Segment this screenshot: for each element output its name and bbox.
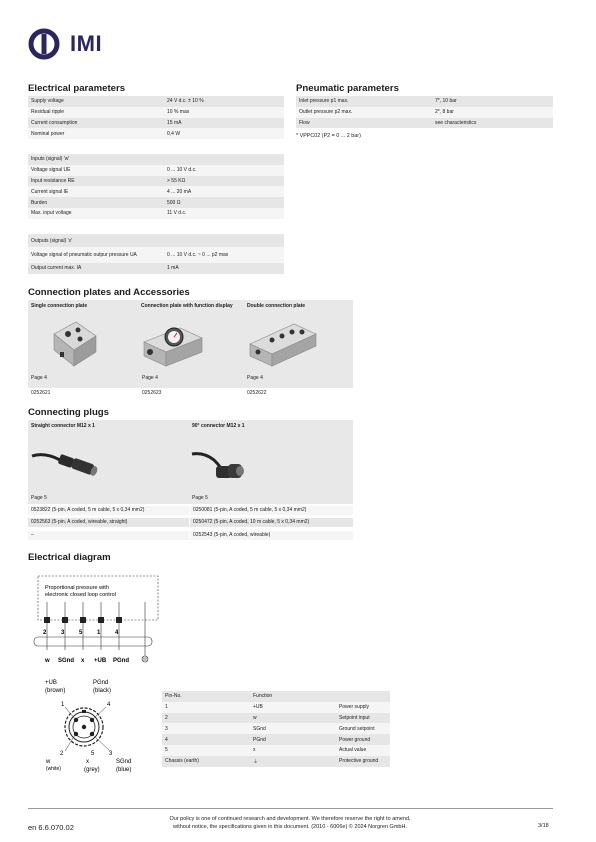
- table-row: [28, 176, 284, 187]
- pinout-label: w: [46, 759, 51, 765]
- footer-policy: [120, 815, 460, 831]
- electrical-parameters-table: [28, 96, 284, 139]
- straight-connector-image: [30, 446, 100, 476]
- column-header: Function: [250, 691, 336, 702]
- signal-label: x: [81, 658, 85, 664]
- param-value: 15 mA: [164, 118, 284, 129]
- signal-label: +UB: [94, 658, 107, 664]
- signal-label: w: [45, 658, 50, 664]
- pinout-label: SGnd: [116, 759, 132, 765]
- pin-number: 3: [61, 630, 65, 636]
- pin-number: 2: [60, 751, 64, 757]
- single-plate-image: [46, 318, 100, 368]
- product-code: 0252563 (5-pin, A coded, wireable, straight): [28, 518, 189, 527]
- table-row: [28, 128, 284, 139]
- param-value: 2*, 8 bar: [432, 107, 553, 118]
- table-row: [28, 247, 284, 263]
- table-row: [296, 107, 553, 118]
- table-row: [162, 734, 390, 745]
- table-row: [28, 197, 284, 208]
- param-value: 0,4 W: [164, 128, 284, 139]
- pin-number: 4: [115, 630, 119, 636]
- param-value: 4 ... 20 mA: [164, 186, 284, 197]
- description-cell: Actual value: [336, 745, 390, 756]
- param-label: Supply voltage: [28, 96, 164, 107]
- electrical-parameters-title: Electrical parameters: [28, 83, 126, 94]
- param-value: 0 ... 10 V d.c. ~ 0 ... p2 max: [164, 247, 284, 263]
- product-code: 0250472 (5-pin, A coded, 10 m cable, 5 x 0,34 mm2): [190, 518, 353, 527]
- param-label: Nominal power: [28, 128, 164, 139]
- signal-label: PGnd: [113, 658, 129, 664]
- pinout-label: (white): [46, 766, 62, 772]
- pin-number: 1: [61, 702, 65, 708]
- pneumatic-parameters-title: Pneumatic parameters: [296, 83, 399, 94]
- param-value: 1 mA: [164, 263, 284, 274]
- table-row: [162, 745, 390, 756]
- pinout-label: PGnd: [93, 680, 109, 686]
- box-label: electronic closed loop control: [45, 592, 116, 598]
- policy-line: Our policy is one of continued research and development. We therefore reserve the right to amend,: [169, 816, 411, 822]
- param-label: Current consumption: [28, 118, 164, 129]
- outputs-header: Outputs (signal) 'x': [28, 234, 284, 247]
- policy-line: without notice, the specifications given in this document. (2010 - 6006e) © 2024 Norgren GmbH.: [173, 824, 407, 830]
- param-value: 7*, 10 bar: [432, 96, 553, 107]
- description-cell: Power supply: [336, 702, 390, 713]
- product-card-double-plate[interactable]: [247, 303, 351, 310]
- table-row: [28, 96, 284, 107]
- function-cell: x: [250, 745, 336, 756]
- product-title: Straight connector M12 x 1: [31, 423, 95, 429]
- display-plate-image: [140, 322, 206, 370]
- function-cell: SGnd: [250, 723, 336, 734]
- pneumatic-note: * VPPC02 (P2 = 0 ... 2 bar): [296, 133, 361, 139]
- doc-code: en 6.6.070.02: [28, 823, 74, 832]
- param-label: Inlet pressure p1 max.: [296, 96, 432, 107]
- param-label: Voltage signal UE: [28, 165, 164, 176]
- plug-card-90deg[interactable]: [192, 423, 245, 430]
- pin-number: 3: [109, 751, 113, 757]
- param-value: 10 % max: [164, 107, 284, 118]
- param-label: Output current max. IA: [28, 263, 164, 274]
- inputs-table: [28, 154, 284, 219]
- ground-symbol: [142, 656, 148, 662]
- param-label: Voltage signal of pneumatic outpur pressure UA: [28, 247, 164, 263]
- function-cell: w: [250, 713, 336, 724]
- table-row: [296, 118, 553, 129]
- product-code: 0252621: [31, 390, 51, 396]
- pin-cell: 5: [162, 745, 250, 756]
- pin-cell: 4: [162, 734, 250, 745]
- table-row: [162, 702, 390, 713]
- table-row: [28, 186, 284, 197]
- function-cell: PGnd: [250, 734, 336, 745]
- table-row: [28, 165, 284, 176]
- param-value: see characteristics: [432, 118, 553, 129]
- electrical-diagram-title: Electrical diagram: [28, 552, 111, 563]
- page-number: 3/18: [538, 823, 549, 829]
- pinout-label: (blue): [116, 767, 132, 773]
- footer-divider: [28, 808, 553, 809]
- description-cell: Ground setpoint: [336, 723, 390, 734]
- plug-card-straight[interactable]: [31, 423, 95, 430]
- function-cell: +UB: [250, 702, 336, 713]
- product-page: Page 4: [31, 375, 47, 381]
- product-page: Page 4: [247, 375, 263, 381]
- pin-number: 2: [43, 630, 47, 636]
- description-cell: Power ground: [336, 734, 390, 745]
- connector-pinout: [28, 675, 148, 780]
- table-header-row: [28, 234, 284, 247]
- param-value: 0 ... 10 V d.c.: [164, 165, 284, 176]
- pin-number: 5: [91, 751, 95, 757]
- pin-cell: 2: [162, 713, 250, 724]
- pinout-label: x: [86, 759, 89, 765]
- inputs-header: Inputs (signal) 'w': [28, 154, 284, 165]
- product-card-single-plate[interactable]: [31, 303, 131, 310]
- pinout-label: (grey): [84, 767, 100, 773]
- pin-cell: Chassis (earth): [162, 756, 250, 767]
- param-label: Max. input voltage: [28, 208, 164, 219]
- table-row: [162, 713, 390, 724]
- outputs-table: [28, 234, 284, 274]
- pinout-label: (brown): [45, 688, 66, 694]
- param-label: Input resistance RE: [28, 176, 164, 187]
- table-row: [28, 208, 284, 219]
- product-title: Double connection plate: [247, 303, 306, 309]
- param-value: 24 V d.c. ± 10 %: [164, 96, 284, 107]
- box-label: Proportional pressure with: [45, 585, 109, 591]
- table-row: [28, 107, 284, 118]
- param-label: Burden: [28, 197, 164, 208]
- pin-function-table: [162, 691, 390, 767]
- param-label: Current signal IE: [28, 186, 164, 197]
- double-plate-image: [246, 318, 320, 368]
- pin-cell: 3: [162, 723, 250, 734]
- description-cell: Protective ground: [336, 756, 390, 767]
- pinout-label: +UB: [45, 680, 57, 686]
- product-code: –: [28, 531, 189, 540]
- product-title: 90° connector M12 x 1: [192, 423, 245, 429]
- table-row: [28, 263, 284, 274]
- product-title: Single connection plate: [31, 303, 88, 309]
- angled-connector-image: [190, 446, 250, 482]
- connection-plates-title: Connection plates and Accessories: [28, 287, 190, 298]
- imi-logo: [28, 28, 102, 60]
- signal-label: SGnd: [58, 658, 74, 664]
- pin-number: 4: [107, 702, 111, 708]
- function-cell: ⏚: [250, 756, 336, 767]
- pin-number: 1: [97, 630, 101, 636]
- table-row: [162, 756, 390, 767]
- wiring-schematic: [28, 570, 168, 670]
- column-header: Pin-No.: [162, 691, 250, 702]
- pneumatic-parameters-table: [296, 96, 553, 128]
- param-value: > 55 KΩ: [164, 176, 284, 187]
- pin-cell: 1: [162, 702, 250, 713]
- param-value: 11 V d.c.: [164, 208, 284, 219]
- product-page: Page 5: [31, 495, 47, 501]
- column-header: [336, 691, 390, 702]
- brand-name: IMI: [70, 31, 103, 56]
- param-label: Flow: [296, 118, 432, 129]
- table-row: [296, 96, 553, 107]
- table-row: [28, 118, 284, 129]
- table-header-row: [28, 154, 284, 165]
- param-label: Outlet pressure p2 max.: [296, 107, 432, 118]
- product-code: 0252623: [142, 390, 162, 396]
- param-label: Residual ripple: [28, 107, 164, 118]
- param-value: 500 Ω: [164, 197, 284, 208]
- pinout-label: (black): [93, 688, 112, 694]
- product-code: 0252622: [247, 390, 267, 396]
- imi-logo-mark: [28, 28, 64, 60]
- product-card-display-plate[interactable]: [141, 303, 241, 310]
- product-page: Page 4: [142, 375, 158, 381]
- description-cell: Setpoint input: [336, 713, 390, 724]
- product-title: Connection plate with function display: [141, 303, 233, 309]
- table-header-row: [162, 691, 390, 702]
- pin-number: 5: [79, 630, 83, 636]
- product-page: Page 5: [192, 495, 208, 501]
- table-row: [162, 723, 390, 734]
- product-code: 0523822 (5-pin, A coded, 5 m cable, 5 x 0,34 mm2): [28, 506, 189, 515]
- connecting-plugs-title: Connecting plugs: [28, 407, 110, 418]
- product-code: 0252543 (5-pin, A coded, wireable): [190, 531, 353, 540]
- product-code: 0250081 (5-pin, A coded, 5 m cable, 5 x 0,34 mm2): [190, 506, 353, 515]
